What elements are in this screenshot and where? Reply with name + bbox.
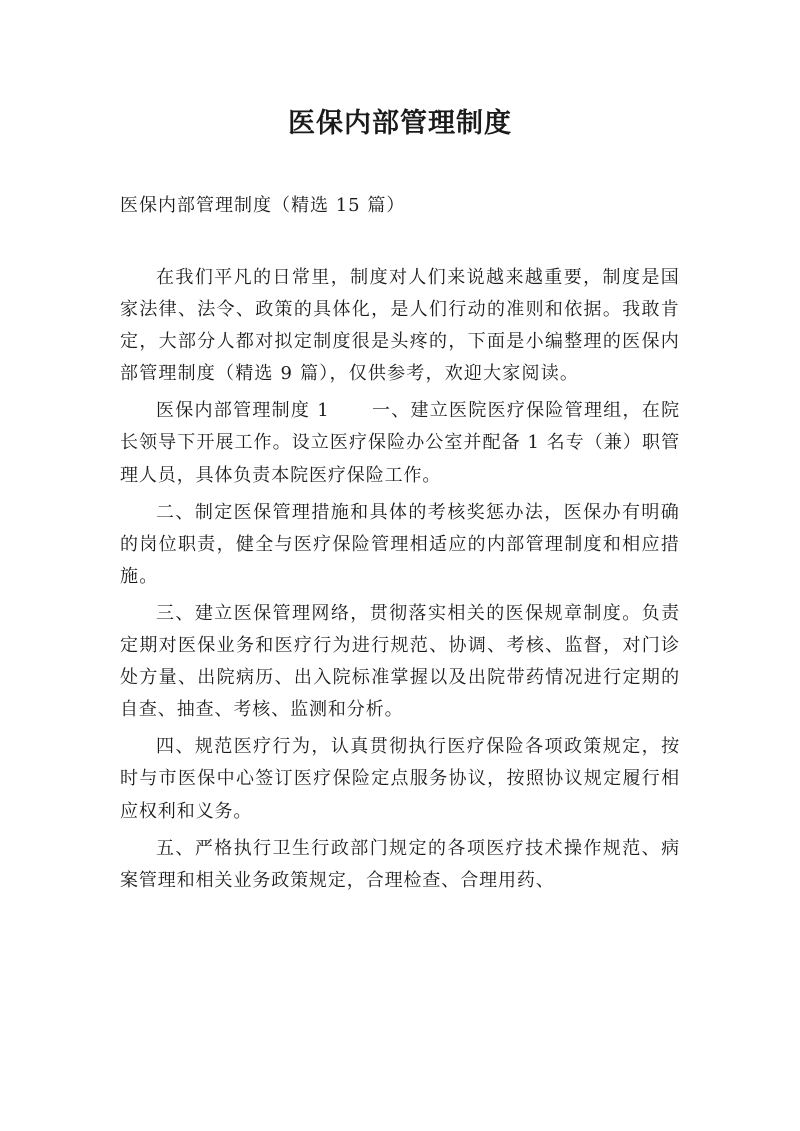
section-heading: 医保内部管理制度 1 xyxy=(156,400,330,422)
document-subtitle: 医保内部管理制度（精选 15 篇） xyxy=(120,195,406,216)
intro-paragraph: 在我们平凡的日常里，制度对人们来说越来越重要，制度是国家法律、法令、政策的具体化，是人们行动的准则和依据。我敢肯定，大部分人都对拟定制度很是头疼的，下面是小编整理的医保内部管理制度（精选 9 篇），仅供参考，欢迎大家阅读。 xyxy=(120,267,680,385)
document-title: 医保内部管理制度 xyxy=(288,108,512,139)
item-4-paragraph: 四、规范医疗行为，认真贯彻执行医疗保险各项政策规定，按时与市医保中心签订医疗保险定点服务协议，按照协议规定履行相应权利和义务。 xyxy=(120,736,680,822)
document-body xyxy=(120,262,680,902)
item-3-paragraph: 三、建立医保管理网络，贯彻落实相关的医保规章制度。负责定期对医保业务和医疗行为进行规范、协调、考核、监督，对门诊处方量、出院病历、出入院标准掌握以及出院带药情况进行定期的自查、抽查、考核、监测和分析。 xyxy=(120,602,680,721)
section-1-paragraph xyxy=(120,395,680,491)
item-5-paragraph: 五、严格执行卫生行政部门规定的各项医疗技术操作规范、病案管理和相关业务政策规定，合理检查、合理用药、 xyxy=(120,837,680,891)
item-1-text: 一、建立医院医疗保险管理组，在院长领导下开展工作。设立医疗保险办公室并配备 1 名专（兼）职管理人员，具体负责本院医疗保险工作。 xyxy=(120,400,680,486)
item-2-paragraph: 二、制定医保管理措施和具体的考核奖惩办法，医保办有明确的岗位职责，健全与医疗保险管理相适应的内部管理制度和相应措施。 xyxy=(120,501,680,587)
